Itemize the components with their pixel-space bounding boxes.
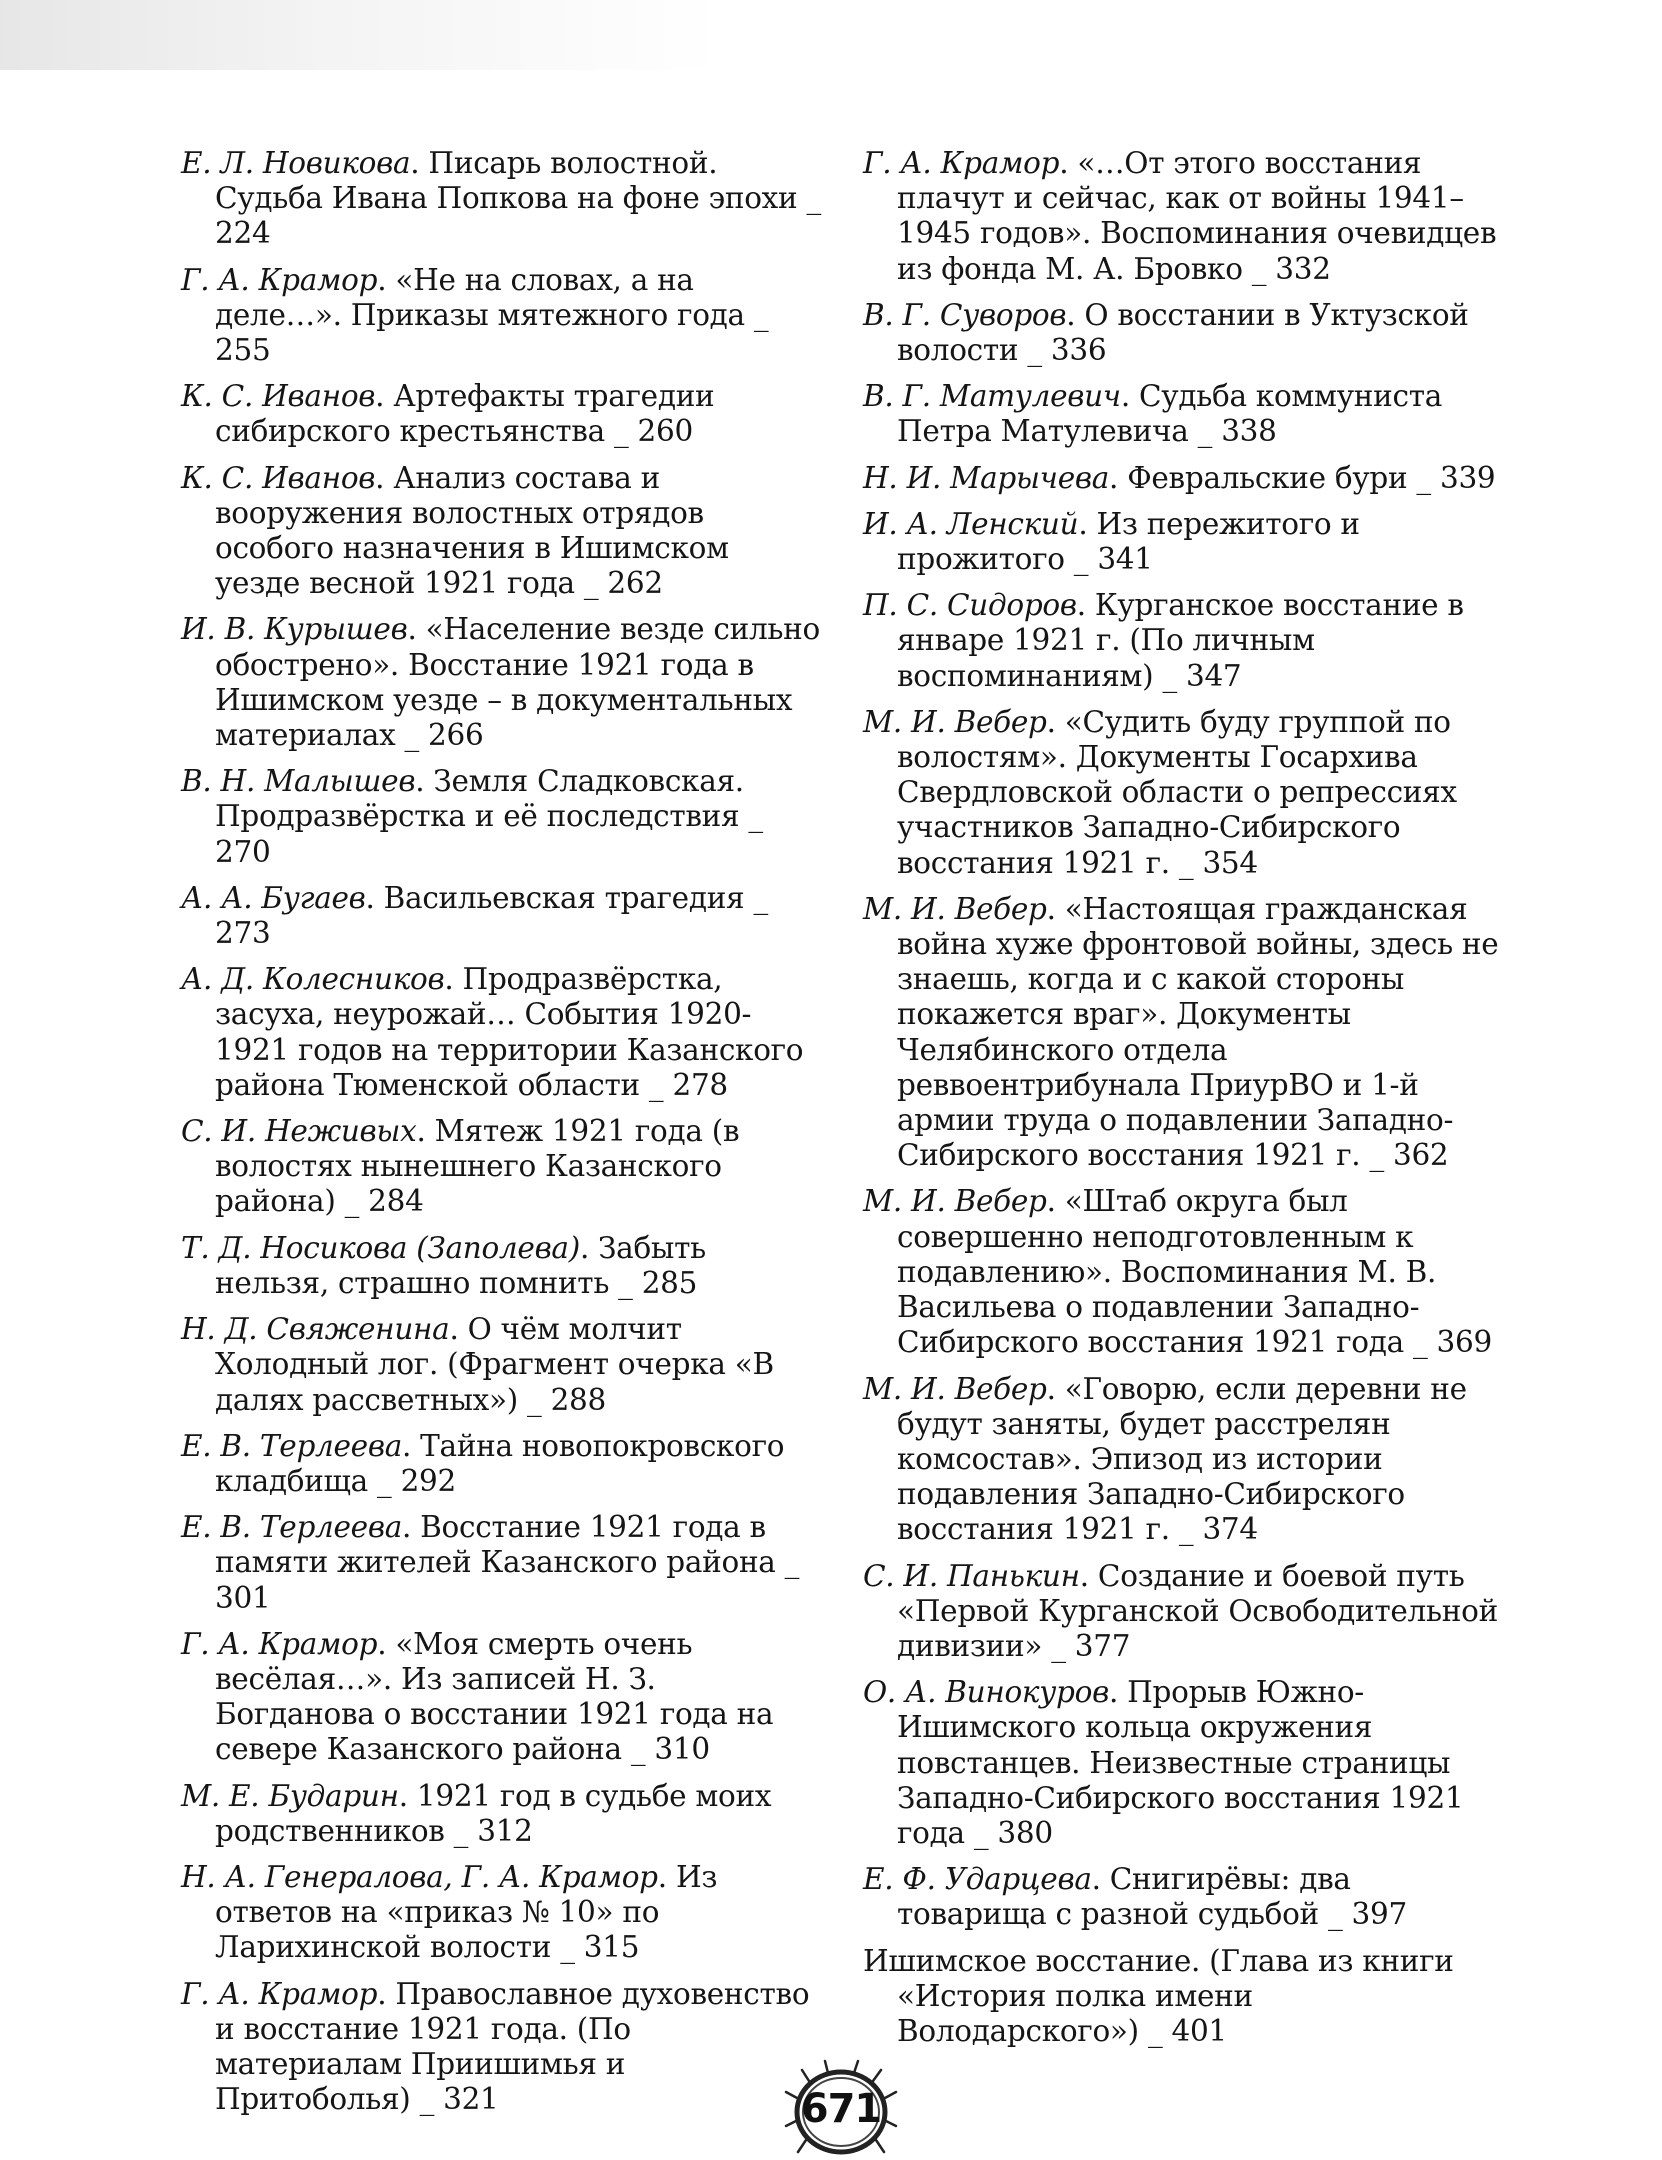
toc-page: 374: [1202, 1512, 1258, 1547]
toc-author: Г. А. Крамор: [181, 1626, 378, 1661]
toc-page: 260: [637, 414, 693, 449]
toc-page: 312: [477, 1813, 533, 1848]
toc-page: 288: [550, 1382, 606, 1417]
toc-author: Н. А. Генералова, Г. А. Крамор: [181, 1859, 658, 1894]
toc-title: Продразвёрстка, засуха, неурожай… События 1920-1921 годов на территории Казанского района Тюменской области: [215, 962, 804, 1102]
toc-page: 262: [607, 566, 663, 601]
toc-entry: А. А. Бугаев. Васильевская трагедия _ 273: [181, 880, 768, 951]
toc-page: 336: [1050, 333, 1107, 368]
toc-entry: Н. И. Марычева. Февральские бури _ 339: [863, 460, 1496, 495]
toc-entry: В. Н. Малышев. Земля Сладковская. Продразвёрстка и её последствия _ 270: [181, 764, 763, 869]
toc-entry: Ишимское восстание. (Глава из книги «История полка имени Володарского») _ 401: [863, 1943, 1454, 2048]
toc-entry: Е. В. Терлеева. Восстание 1921 года в памяти жителей Казанского района _ 301: [181, 1510, 800, 1615]
toc-page: 347: [1185, 658, 1242, 693]
toc-page: 339: [1439, 460, 1496, 495]
toc-entry: И. А. Ленский. Из пережитого и прожитого _ 341: [863, 506, 1360, 577]
toc-page: 266: [428, 718, 484, 753]
toc-entry: Г. А. Крамор. «Моя смерть очень весёлая…». Из записей Н. З. Богданова о восстании 1921 года на севере Казанского района _ 310: [181, 1626, 774, 1767]
toc-entry: М. Е. Бударин. 1921 год в судьбе моих родственников _ 312: [181, 1778, 772, 1848]
toc-title: Февральские бури: [1127, 460, 1408, 495]
toc-author: Е. В. Терлеева: [181, 1428, 402, 1463]
toc-entry: С. И. Панькин. Создание и боевой путь «Первой Курганской Освободительной дивизии» _ 377: [863, 1558, 1498, 1663]
toc-title: Восстание 1921 года в памяти жителей Казанского района: [215, 1510, 776, 1580]
toc-page: 369: [1436, 1325, 1492, 1360]
toc-page: 338: [1221, 414, 1277, 449]
toc-entry: Е. В. Терлеева. Тайна новопокровского кладбища _ 292: [181, 1428, 785, 1498]
toc-author: М. И. Вебер: [863, 891, 1047, 926]
toc-title: Создание и боевой путь «Первой Курганской Освободительной дивизии»: [897, 1558, 1498, 1663]
toc-entry: В. Г. Суворов. О восстании в Уктузской волости _ 336: [863, 297, 1469, 368]
toc-entry: М. И. Вебер. «Настоящая гражданская война хуже фронтовой войны, здесь не знаешь, когда и с какой стороны покажется враг». Документы Челябинского отдела реввоентрибунала ПриурВО и 1-й армии труда о подавлении Западно-Сибирского восстания 1921 г. _ 362: [863, 891, 1499, 1173]
toc-title: Из пережитого и прожитого: [897, 506, 1360, 577]
toc-page: 224: [215, 216, 271, 251]
toc-author: И. В. Курышев: [181, 612, 408, 647]
header-ornament: [0, 0, 720, 70]
toc-page: 284: [368, 1184, 424, 1219]
toc-left-column: [181, 146, 821, 2128]
toc-author: Н. Д. Свяженина: [181, 1312, 450, 1347]
toc-entry: М. И. Вебер. «Штаб округа был совершенно неподготовленным к подавлению». Воспоминания М. В. Васильева о подавлении Западно-Сибирского восстания 1921 года _ 369: [863, 1184, 1492, 1360]
toc-author: Г. А. Крамор: [181, 1976, 378, 2011]
toc-entry: Н. Д. Свяженина. О чём молчит Холодный лог. (Фрагмент очерка «В далях рассветных») _ 288: [181, 1312, 774, 1417]
toc-right-column: [863, 146, 1503, 2060]
toc-author: И. А. Ленский: [863, 506, 1079, 541]
toc-entry: М. И. Вебер. «Судить буду группой по волостям». Документы Госархива Свердловской области о репрессиях участников Западно-Сибирского восстания 1921 г. _ 354: [863, 704, 1457, 880]
toc-title: Ишимское восстание. (Глава из книги «История полка имени Володарского»): [863, 1943, 1454, 2048]
toc-title: Васильевская трагедия: [383, 880, 745, 915]
toc-entry: О. А. Винокуров. Прорыв Южно-Ишимского кольца окружения повстанцев. Неизвестные страницы Западно-Сибирского восстания 1921 года _ 380: [863, 1675, 1464, 1850]
toc-page: 332: [1275, 251, 1331, 286]
toc-title: Из ответов на «приказ № 10» по Ларихинской волости: [215, 1859, 718, 1965]
toc-author: В. Н. Малышев: [181, 764, 416, 799]
toc-author: Т. Д. Носикова (Заполева): [181, 1230, 580, 1265]
page-number: 671: [800, 2086, 882, 2132]
toc-author: А. А. Бугаев: [181, 880, 366, 915]
toc-author: О. А. Винокуров: [863, 1675, 1109, 1710]
toc-page: 321: [443, 2082, 499, 2117]
toc-title: Земля Сладковская. Продразвёрстка и её последствия: [215, 764, 744, 834]
toc-author: М. Е. Бударин: [181, 1778, 399, 1813]
toc-page: 362: [1392, 1138, 1449, 1173]
toc-author: К. С. Иванов: [181, 460, 376, 495]
toc-author: Е. Л. Новикова: [181, 146, 411, 180]
toc-title: «Говорю, если деревни не будут заняты, будет расстрелян комсостав». Эпизод из истории подавления Западно-Сибирского восстания 1921 г.: [897, 1371, 1467, 1547]
toc-page: 278: [672, 1067, 728, 1102]
toc-entry: Г. А. Крамор. «Не на словах, а на деле…». Приказы мятежного года _ 255: [181, 262, 769, 368]
toc-title: Курганское восстание в январе 1921 г. (По личным воспоминаниям): [897, 588, 1464, 693]
toc-page: 301: [215, 1580, 271, 1615]
toc-entry: Н. А. Генералова, Г. А. Крамор. Из ответов на «приказ № 10» по Ларихинской волости _ 315: [181, 1859, 718, 1965]
toc-page: 310: [654, 1732, 710, 1767]
toc-entry: Т. Д. Носикова (Заполева). Забыть нельзя, страшно помнить _ 285: [181, 1230, 706, 1300]
toc-title: 1921 год в судьбе моих родственников: [215, 1778, 772, 1848]
toc-page: 273: [215, 916, 271, 951]
toc-entry: Г. А. Крамор. «…От этого восстания плачут и сейчас, как от войны 1941–1945 годов». Воспоминания очевидцев из фонда М. А. Бровко _ 332: [863, 146, 1497, 286]
toc-entry: В. Г. Матулевич. Судьба коммуниста Петра Матулевича _ 338: [863, 379, 1443, 449]
toc-page: 270: [215, 834, 271, 869]
toc-author: Е. Ф. Ударцева: [863, 1862, 1092, 1897]
toc-entry: С. И. Неживых. Мятеж 1921 года (в волостях нынешнего Казанского района) _ 284: [181, 1114, 740, 1219]
toc-title: «Не на словах, а на деле…». Приказы мятежного года: [215, 262, 745, 332]
toc-author: М. И. Вебер: [863, 1371, 1047, 1406]
toc-page: 354: [1202, 845, 1258, 880]
toc-title: «Штаб округа был совершенно неподготовленным к подавлению». Воспоминания М. В. Васильева о подавлении Западно-Сибирского восстания 1921 года: [897, 1184, 1437, 1360]
toc-page: 255: [215, 333, 271, 368]
toc-title: «Судить буду группой по волостям». Документы Госархива Свердловской области о репрессиях участников Западно-Сибирского восстания 1921 г.: [897, 704, 1457, 880]
toc-author: С. И. Неживых: [181, 1114, 417, 1149]
toc-author: А. Д. Колесников: [181, 962, 445, 997]
toc-title: Писарь волостной. Судьба Ивана Попкова на фоне эпохи: [215, 146, 798, 216]
toc-title: Прорыв Южно-Ишимского кольца окружения повстанцев. Неизвестные страницы Западно-Сибирского восстания 1921 года: [897, 1675, 1464, 1850]
toc-page: 401: [1171, 2013, 1227, 2048]
toc-title: Анализ состава и вооружения волостных отрядов особого назначения в Ишимском уезде весной 1921 года: [215, 460, 729, 601]
toc-title: «Моя смерть очень весёлая…». Из записей Н. З. Богданова о восстании 1921 года на севере Казанского района: [215, 1626, 774, 1767]
toc-author: С. И. Панькин: [863, 1558, 1080, 1593]
toc-page: 380: [997, 1815, 1053, 1850]
toc-entry: К. С. Иванов. Артефакты трагедии сибирского крестьянства _ 260: [181, 379, 715, 449]
toc-title: О чём молчит Холодный лог. (Фрагмент очерка «В далях рассветных»): [215, 1312, 774, 1417]
toc-page: 397: [1351, 1897, 1407, 1932]
toc-author: М. И. Вебер: [863, 704, 1047, 739]
toc-title: Снигирёвы: два товарища с разной судьбой: [897, 1862, 1351, 1932]
toc-title: О восстании в Уктузской волости: [897, 297, 1469, 368]
toc-title: Православное духовенство и восстание 1921 года. (По материалам Приишимья и Притоболья): [215, 1976, 810, 2117]
toc-title: Тайна новопокровского кладбища: [215, 1428, 785, 1498]
toc-entry: Е. Л. Новикова. Писарь волостной. Судьба Ивана Попкова на фоне эпохи _ 224: [181, 146, 821, 251]
toc-author: В. Г. Матулевич: [863, 379, 1121, 414]
toc-page: 341: [1097, 542, 1153, 577]
toc-entry: К. С. Иванов. Анализ состава и вооружения волостных отрядов особого назначения в Ишимском уезде весной 1921 года _ 262: [181, 460, 729, 601]
toc-entry: А. Д. Колесников. Продразвёрстка, засуха, неурожай… События 1920-1921 годов на территории Казанского района Тюменской области _ 278: [181, 962, 804, 1102]
toc-entry: П. С. Сидоров. Курганское восстание в январе 1921 г. (По личным воспоминаниям) _ 347: [863, 588, 1464, 693]
toc-entry: М. И. Вебер. «Говорю, если деревни не будут заняты, будет расстрелян комсостав». Эпизод из истории подавления Западно-Сибирского восстания 1921 г. _ 374: [863, 1371, 1467, 1547]
toc-title: «Настоящая гражданская война хуже фронтовой войны, здесь не знаешь, когда и с какой стороны покажется враг». Документы Челябинского отдела реввоентрибунала ПриурВО и 1-й армии труда о подавлении Западно-Сибирского восстания 1921 г.: [897, 891, 1499, 1173]
toc-title: Забыть нельзя, страшно помнить: [215, 1230, 706, 1300]
toc-page: 315: [583, 1930, 640, 1965]
toc-author: М. И. Вебер: [863, 1184, 1047, 1219]
toc-entry: И. В. Курышев. «Население везде сильно обострено». Восстание 1921 года в Ишимском уезде – в документальных материалах _ 266: [181, 612, 820, 753]
toc-title: Судьба коммуниста Петра Матулевича: [897, 379, 1443, 449]
toc-title: «…От этого восстания плачут и сейчас, как от войны 1941–1945 годов». Воспоминания очевидцев из фонда М. А. Бровко: [897, 146, 1497, 286]
toc-page: 285: [641, 1265, 698, 1300]
toc-page: 377: [1074, 1628, 1131, 1663]
toc-author: Г. А. Крамор: [181, 262, 378, 297]
toc-author: П. С. Сидоров: [863, 588, 1077, 623]
toc-entry: Г. А. Крамор. Православное духовенство и восстание 1921 года. (По материалам Приишимья и Притоболья) _ 321: [181, 1976, 810, 2117]
toc-author: Н. И. Марычева: [863, 460, 1110, 495]
toc-title: Артефакты трагедии сибирского крестьянства: [215, 379, 715, 449]
toc-author: Г. А. Крамор: [863, 146, 1060, 180]
toc-page: 292: [400, 1463, 456, 1498]
toc-title: «Население везде сильно обострено». Восстание 1921 года в Ишимском уезде – в документальных материалах: [215, 612, 820, 753]
toc-author: Е. В. Терлеева: [181, 1510, 402, 1545]
toc-entry: Е. Ф. Ударцева. Снигирёвы: два товарища с разной судьбой _ 397: [863, 1862, 1407, 1932]
toc-author: К. С. Иванов: [181, 379, 376, 414]
toc-author: В. Г. Суворов: [863, 297, 1067, 332]
toc-title: Мятеж 1921 года (в волостях нынешнего Казанского района): [215, 1114, 740, 1219]
